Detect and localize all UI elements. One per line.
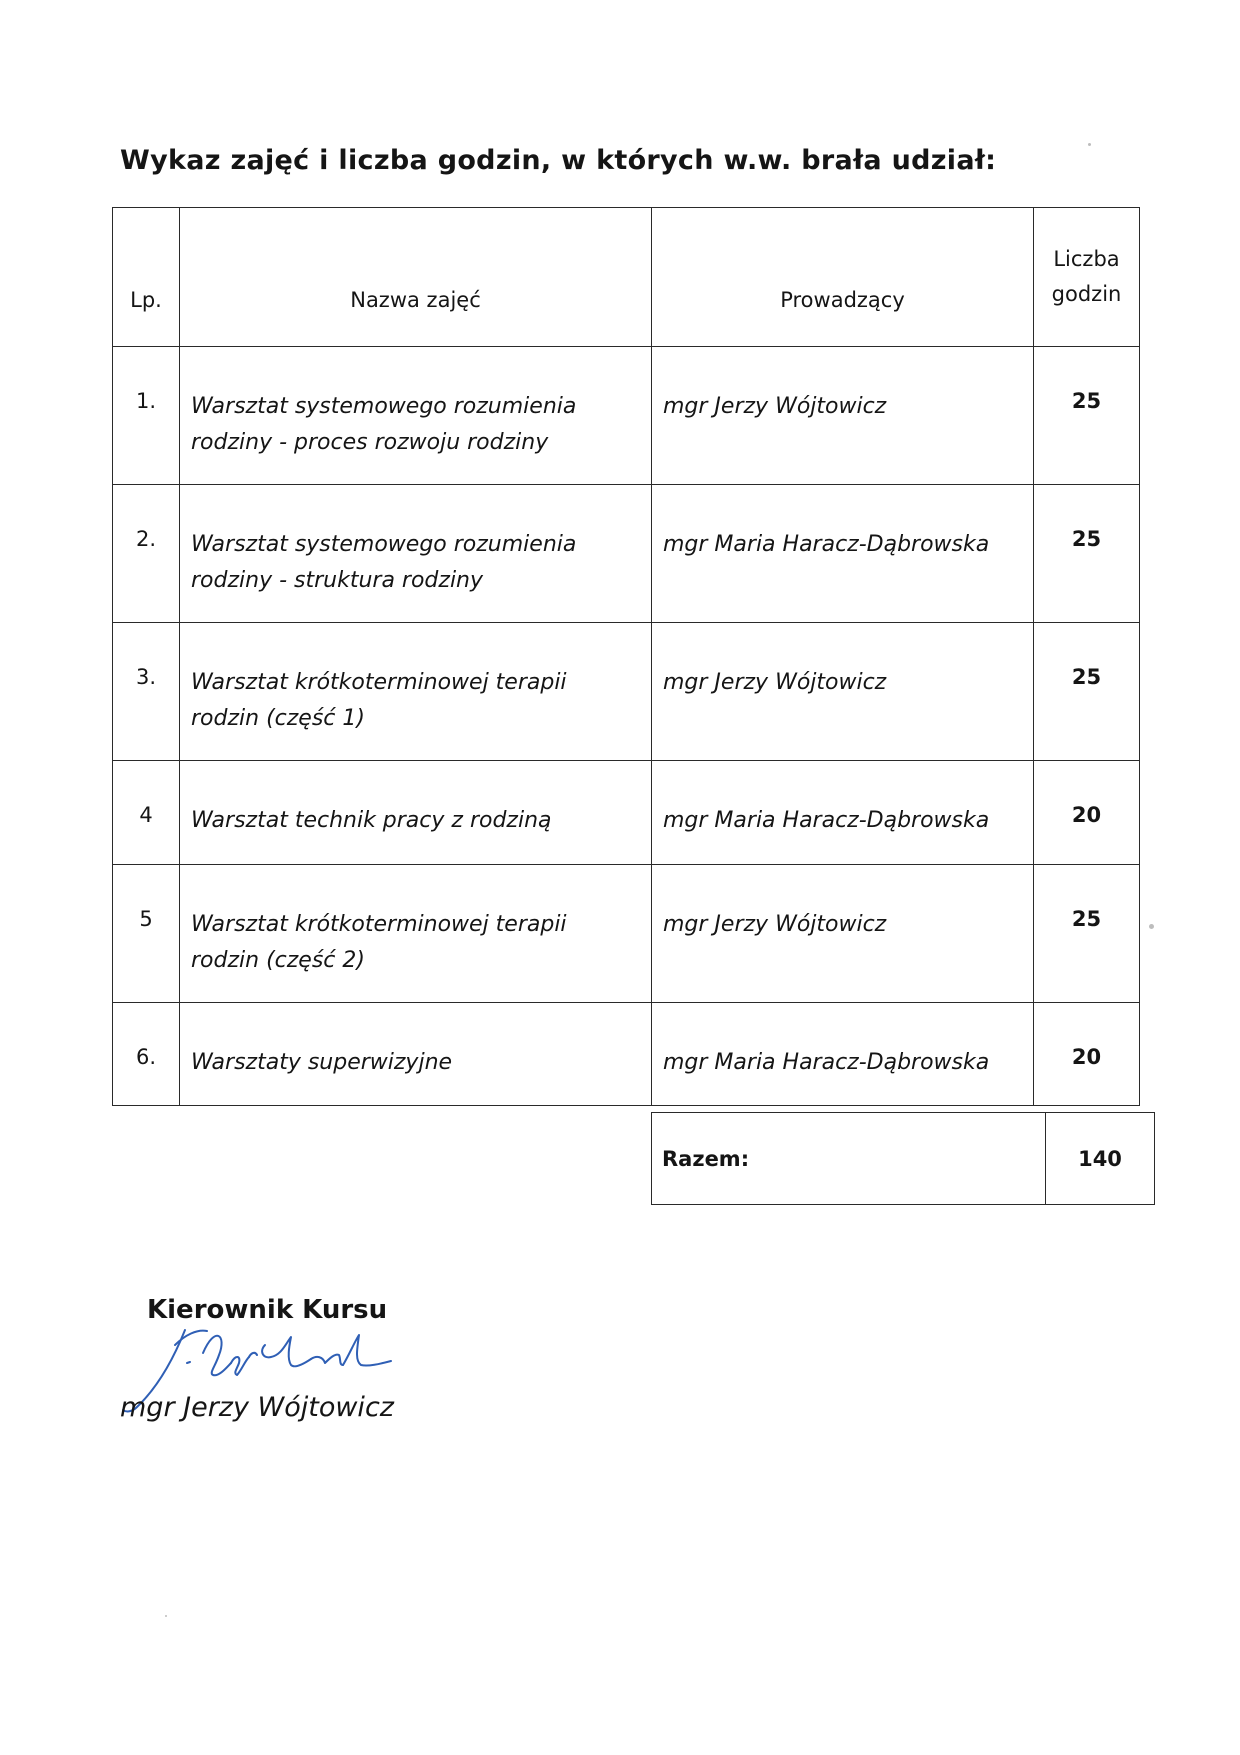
course-name-line2: rodziny - proces rozwoju rodziny <box>191 430 549 455</box>
course-name-line2: rodzin (część 1) <box>191 706 365 731</box>
course-name-line1: Warsztat krótkoterminowej terapii <box>191 912 567 937</box>
table-header-row <box>113 208 1140 347</box>
cell-lecturer: mgr Jerzy Wójtowicz <box>652 865 1034 1003</box>
cell-lecturer: mgr Maria Haracz-Dąbrowska <box>652 1003 1034 1106</box>
cell-course-name <box>180 865 652 1003</box>
table-row <box>113 865 1140 1003</box>
header-lp: Lp. <box>113 208 180 347</box>
table-row <box>113 485 1140 623</box>
cell-lecturer: mgr Maria Haracz-Dąbrowska <box>652 761 1034 865</box>
cell-hours: 25 <box>1034 347 1140 485</box>
cell-course-name <box>180 485 652 623</box>
cell-hours: 25 <box>1034 623 1140 761</box>
page-heading: Wykaz zajęć i liczba godzin, w których w.w. brała udział: <box>120 145 997 176</box>
header-lecturer: Prowadzący <box>652 208 1034 347</box>
total-label: Razem: <box>652 1113 1046 1205</box>
course-name-line1: Warsztat systemowego rozumienia <box>191 394 577 419</box>
total-row <box>652 1113 1155 1205</box>
header-hours <box>1034 208 1140 347</box>
table-row <box>113 347 1140 485</box>
cell-lecturer: mgr Jerzy Wójtowicz <box>652 623 1034 761</box>
course-name-line1: Warsztat krótkoterminowej terapii <box>191 670 567 695</box>
header-hours-line2: godzin <box>1051 282 1122 306</box>
header-hours-line1: Liczba <box>1053 247 1120 271</box>
scan-speck <box>165 1615 167 1617</box>
cell-course-name <box>180 761 652 865</box>
total-table <box>651 1112 1155 1205</box>
courses-table <box>112 207 1140 1106</box>
scan-speck <box>1088 143 1091 146</box>
course-name-line1: Warsztat technik pracy z rodziną <box>191 808 552 833</box>
cell-lp: 2. <box>113 485 180 623</box>
cell-lp: 6. <box>113 1003 180 1106</box>
course-name-line1: Warsztat systemowego rozumienia <box>191 532 577 557</box>
scan-speck <box>1149 924 1154 929</box>
table-row <box>113 761 1140 865</box>
total-value: 140 <box>1046 1113 1155 1205</box>
signature-title: Kierownik Kursu <box>147 1295 388 1325</box>
cell-course-name <box>180 347 652 485</box>
cell-lp: 1. <box>113 347 180 485</box>
course-name-line2: rodziny - struktura rodziny <box>191 568 484 593</box>
cell-lecturer: mgr Maria Haracz-Dąbrowska <box>652 485 1034 623</box>
cell-hours: 25 <box>1034 485 1140 623</box>
cell-hours: 20 <box>1034 761 1140 865</box>
course-name-line2: rodzin (część 2) <box>191 948 365 973</box>
table-row <box>113 623 1140 761</box>
cell-course-name <box>180 623 652 761</box>
cell-lp: 5 <box>113 865 180 1003</box>
cell-course-name <box>180 1003 652 1106</box>
signature-name: mgr Jerzy Wójtowicz <box>120 1392 394 1423</box>
cell-hours: 20 <box>1034 1003 1140 1106</box>
table-row <box>113 1003 1140 1106</box>
cell-hours: 25 <box>1034 865 1140 1003</box>
cell-lecturer: mgr Jerzy Wójtowicz <box>652 347 1034 485</box>
course-name-line1: Warsztaty superwizyjne <box>191 1050 453 1075</box>
header-name: Nazwa zajęć <box>180 208 652 347</box>
cell-lp: 3. <box>113 623 180 761</box>
cell-lp: 4 <box>113 761 180 865</box>
